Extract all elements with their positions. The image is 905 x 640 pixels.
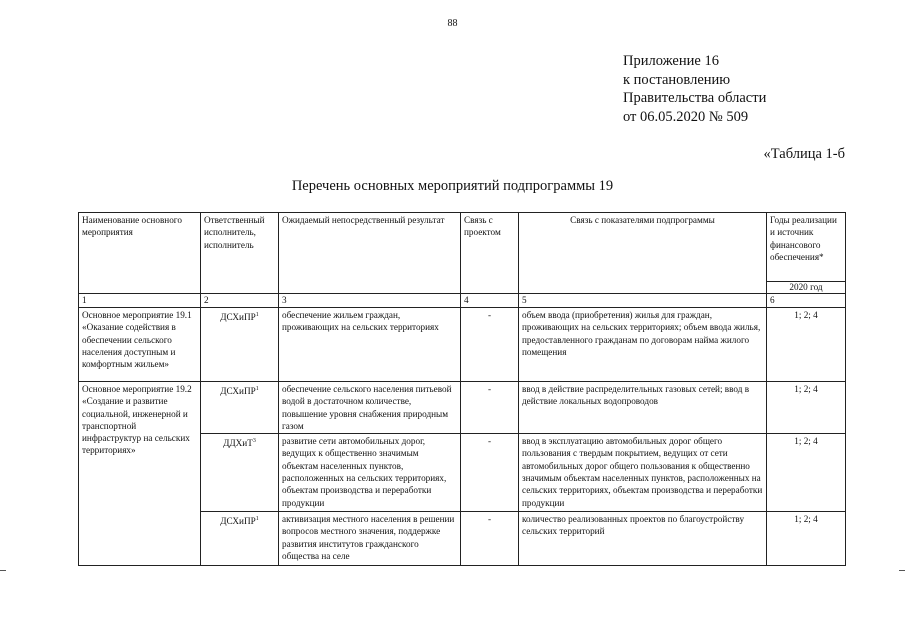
executor-name: ДСХиПР xyxy=(220,312,256,323)
right-cut-mark xyxy=(899,570,905,571)
project-link: - xyxy=(461,382,519,434)
appendix-line: Правительства области xyxy=(623,90,767,106)
indicator-link: ввод в эксплуатацию автомобильных дорог общего пользования с твердым покрытием, ведущих от сети автомобильных дорог общего пользования к общественно значимым объектам населенных пунктов, расположенных на сельских территориях, объектам производства и переработки продукции xyxy=(519,434,767,512)
project-link: - xyxy=(461,434,519,512)
appendix-line: к постановлению xyxy=(623,71,731,88)
appendix-line: от 06.05.2020 № 509 xyxy=(623,108,749,125)
activity-name: Основное мероприятие 19.1 «Оказание содействия в обеспечении сельского населения доступным и комфортным жильем» xyxy=(79,308,201,382)
funding-years: 1; 2; 4 xyxy=(767,308,846,382)
executor-footnote: 1 xyxy=(255,516,259,523)
expected-result: обеспечение сельского населения питьевой водой в достаточном количестве, повышение уровня снабжения природным газом xyxy=(279,382,461,434)
executor-footnote: 1 xyxy=(255,386,259,392)
funding-years: 1; 2; 4 xyxy=(767,512,846,566)
indicator-link: ввод в действие распределительных газовых сетей; ввод в действие локальных водопроводов xyxy=(519,382,767,434)
appendix-line: Приложение 16 xyxy=(623,53,719,69)
expected-result: активизация местного населения в решении вопросов местного значения, поддержке развития институтов гражданского общества на селе xyxy=(279,512,461,566)
column-number-row xyxy=(79,294,846,308)
header-year-value: 2020 год xyxy=(767,281,845,293)
executor-cell xyxy=(201,512,279,566)
column-number: 5 xyxy=(519,294,767,308)
column-number: 2 xyxy=(201,294,279,308)
header-name: Наименование основного мероприятия xyxy=(79,213,201,294)
left-cut-mark xyxy=(0,570,6,571)
header-result: Ожидаемый непосредственный результат xyxy=(279,213,461,294)
header-row xyxy=(79,213,846,294)
project-link: - xyxy=(461,512,519,566)
indicator-link: объем ввода (приобретения) жилья для граждан, проживающих на сельских территориях; объем ввода жилья, предоставленного гражданам по договорам найма жилого помещения xyxy=(519,308,767,382)
column-number: 1 xyxy=(79,294,201,308)
project-link: - xyxy=(461,308,519,382)
column-number: 3 xyxy=(279,294,461,308)
header-indicators: Связь с показателями подпрограммы xyxy=(519,213,767,294)
executor-name: ДСХиПР xyxy=(220,386,256,397)
executor-footnote: 1 xyxy=(255,312,259,318)
header-years-label: Годы реализации и источник финансового обеспечения* xyxy=(770,215,837,262)
page-number: 88 xyxy=(447,18,458,29)
executor-cell xyxy=(201,308,279,382)
executor-cell xyxy=(201,382,279,434)
indicator-link: количество реализованных проектов по благоустройству сельских территорий xyxy=(519,512,767,566)
appendix-block xyxy=(623,52,766,126)
header-project: Связь с проектом xyxy=(461,213,519,294)
funding-years: 1; 2; 4 xyxy=(767,382,846,434)
table-row xyxy=(79,382,846,434)
expected-result: развитие сети автомобильных дорог, ведущих к общественно значимым объектам населенных пунктов, расположенных на сельских территориях, объектам производства и переработки продукции xyxy=(279,434,461,512)
executor-name: ДДХиТ xyxy=(223,438,253,449)
column-number: 6 xyxy=(767,294,846,308)
funding-years: 1; 2; 4 xyxy=(767,434,846,512)
activities-table xyxy=(78,212,846,566)
header-years xyxy=(767,213,846,294)
header-executor: Ответственный исполнитель, исполнитель xyxy=(201,213,279,294)
column-number: 4 xyxy=(461,294,519,308)
document-title: Перечень основных мероприятий подпрограммы 19 xyxy=(291,178,614,194)
executor-name: ДСХиПР xyxy=(220,516,256,527)
expected-result: обеспечение жильем граждан, проживающих на сельских территориях xyxy=(279,308,461,382)
activity-name: Основное мероприятие 19.2 «Создание и развитие социальной, инженерной и транспортной инфраструктур на сельских территориях» xyxy=(79,382,201,566)
table-row xyxy=(79,308,846,382)
executor-footnote: 3 xyxy=(252,438,256,445)
table-reference: «Таблица 1-б xyxy=(763,146,845,162)
executor-cell xyxy=(201,434,279,512)
